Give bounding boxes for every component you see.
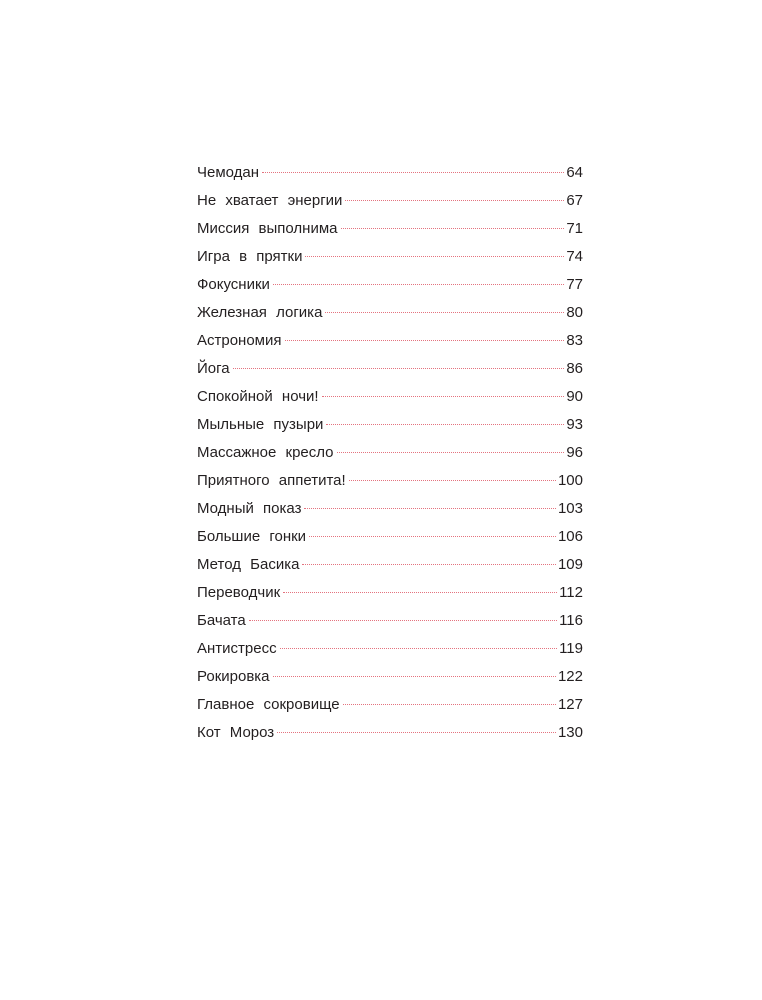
dot-leader — [309, 536, 556, 537]
toc-entry-page-number: 67 — [566, 192, 583, 209]
toc-entry — [197, 355, 583, 383]
dot-leader — [280, 648, 557, 649]
toc-entry — [197, 215, 583, 243]
toc-entry — [197, 439, 583, 467]
toc-entry-title: Астрономия — [197, 332, 282, 349]
toc-entry-page-number: 74 — [566, 248, 583, 265]
toc-entry-title: Кот Мороз — [197, 724, 275, 741]
toc-entry-title: Миссия выполнима — [197, 220, 338, 237]
toc-entry — [197, 551, 583, 579]
toc-entry-page-number: 130 — [557, 724, 583, 741]
dot-leader — [325, 312, 564, 313]
toc-entry-page-number: 96 — [566, 444, 583, 461]
toc-entry — [197, 691, 583, 719]
toc-entry-page-number: 93 — [566, 416, 583, 433]
toc-entry-title: Не хватает энергии — [197, 192, 343, 209]
toc-entry-title: Приятного аппетита! — [197, 472, 346, 489]
toc-entry-page-number: 86 — [566, 360, 583, 377]
toc-entry-page-number: 122 — [557, 668, 583, 685]
toc-entry — [197, 383, 583, 411]
toc-entry-page-number: 119 — [559, 640, 583, 657]
toc-entry-page-number: 77 — [566, 276, 583, 293]
toc-entry — [197, 467, 583, 495]
toc-entry-page-number: 106 — [557, 528, 583, 545]
dot-leader — [302, 564, 556, 565]
toc-entry — [197, 663, 583, 691]
toc-entry — [197, 271, 583, 299]
dot-leader — [345, 200, 564, 201]
dot-leader — [273, 284, 564, 285]
dot-leader — [341, 228, 565, 229]
toc-entry-title: Игра в прятки — [197, 248, 303, 265]
toc-entry-title: Антистресс — [197, 640, 277, 657]
dot-leader — [273, 676, 556, 677]
toc-entry — [197, 523, 583, 551]
toc-entry-title: Массажное кресло — [197, 444, 334, 461]
toc-entry-title: Модный показ — [197, 500, 302, 517]
toc-entry — [197, 243, 583, 271]
toc-entry-title: Железная логика — [197, 304, 323, 321]
toc-entry-page-number: 103 — [557, 500, 583, 517]
toc-entry-page-number: 64 — [566, 164, 583, 181]
dot-leader — [337, 452, 565, 453]
dot-leader — [322, 396, 565, 397]
toc-entry — [197, 719, 583, 747]
dot-leader — [305, 256, 564, 257]
toc-entry-title: Большие гонки — [197, 528, 307, 545]
toc-entry — [197, 327, 583, 355]
toc-entry — [197, 635, 583, 663]
toc-entry-page-number: 109 — [557, 556, 583, 573]
toc-entry-title: Спокойной ночи! — [197, 388, 319, 405]
toc-entry-title: Фокусники — [197, 276, 270, 293]
toc-entry-page-number: 83 — [566, 332, 583, 349]
toc-entry-title: Чемодан — [197, 164, 260, 181]
toc-entry-title: Переводчик — [197, 584, 281, 601]
dot-leader — [349, 480, 556, 481]
toc-entry — [197, 187, 583, 215]
dot-leader — [343, 704, 556, 705]
toc-entry-page-number: 71 — [566, 220, 583, 237]
toc-entry — [197, 159, 583, 187]
toc-entry — [197, 411, 583, 439]
toc-entry-page-number: 80 — [566, 304, 583, 321]
toc-entry-title: Главное сокровище — [197, 696, 340, 713]
toc-entry-page-number: 127 — [557, 696, 583, 713]
toc-entry-page-number: 112 — [559, 584, 583, 601]
toc-entry-page-number: 90 — [566, 388, 583, 405]
toc-entry — [197, 299, 583, 327]
toc-entry — [197, 495, 583, 523]
table-of-contents — [197, 159, 583, 747]
dot-leader — [277, 732, 556, 733]
toc-entry-page-number: 100 — [557, 472, 583, 489]
dot-leader — [285, 340, 565, 341]
toc-entry-title: Рокировка — [197, 668, 270, 685]
dot-leader — [262, 172, 564, 173]
toc-entry-title: Мыльные пузыри — [197, 416, 324, 433]
toc-entry-title: Йога — [197, 360, 230, 377]
dot-leader — [304, 508, 556, 509]
dot-leader — [233, 368, 565, 369]
dot-leader — [283, 592, 557, 593]
toc-entry-page-number: 116 — [559, 612, 583, 629]
dot-leader — [326, 424, 564, 425]
toc-entry-title: Метод Басика — [197, 556, 300, 573]
toc-entry — [197, 607, 583, 635]
toc-entry-title: Бачата — [197, 612, 246, 629]
dot-leader — [249, 620, 557, 621]
toc-entry — [197, 579, 583, 607]
